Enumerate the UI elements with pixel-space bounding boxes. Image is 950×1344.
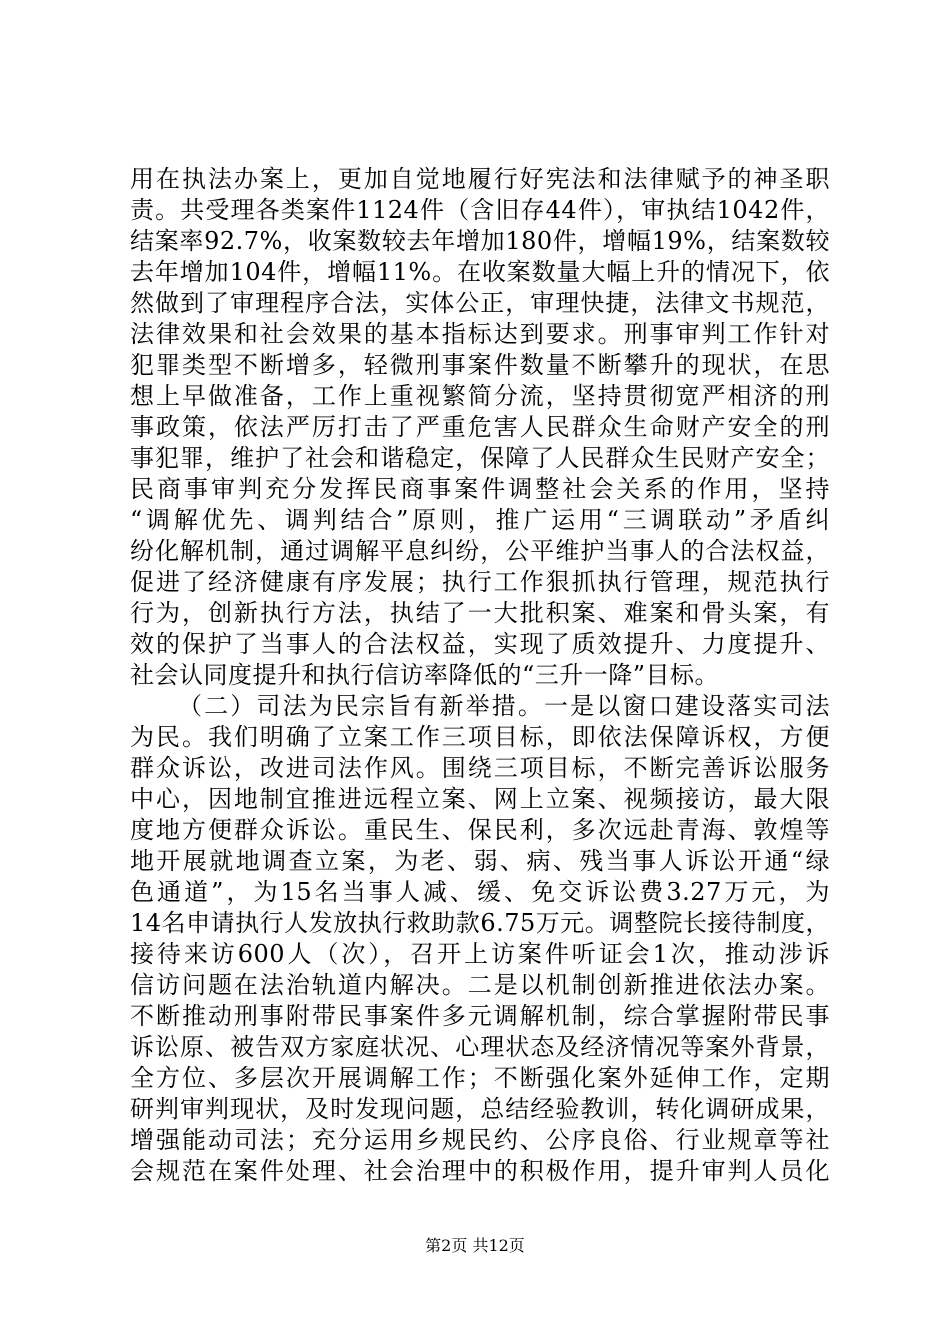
- text-line: 中心，因地制宜推进远程立案、网上立案、视频接访，最大限: [130, 785, 830, 813]
- text-line: 效的保护了当事人的合法权益，实现了质效提升、力度提升、: [130, 630, 830, 658]
- text-line: 想上早做准备，工作上重视繁简分流，坚持贯彻宽严相济的刑: [130, 382, 830, 410]
- text-line: 行为，创新执行方法，执结了一大批积案、难案和骨头案，有: [130, 599, 830, 627]
- text-line: （二）司法为民宗旨有新举措。一是以窗口建设落实司法: [178, 692, 830, 720]
- text-line: 会规范在案件处理、社会治理中的积极作用，提升审判人员化: [130, 1157, 830, 1185]
- text-line: 事政策，依法严厉打击了严重危害人民群众生命财产安全的刑: [130, 413, 830, 441]
- text-line: 接待来访600人（次），召开上访案件听证会1次，推动涉诉: [130, 940, 830, 968]
- text-line: 结案率92.7%，收案数较去年增加180件，增幅19%，结案数较: [130, 227, 830, 255]
- text-line: 群众诉讼，改进司法作风。围绕三项目标，不断完善诉讼服务: [130, 754, 830, 782]
- text-line: 民商事审判充分发挥民商事案件调整社会关系的作用，坚持: [130, 475, 830, 503]
- text-line: 事犯罪，维护了社会和谐稳定，保障了人民群众生民财产安全；: [130, 444, 830, 472]
- text-line: 然做到了审理程序合法，实体公正，审理快捷，法律文书规范，: [130, 289, 830, 317]
- text-line: 犯罪类型不断增多，轻微刑事案件数量不断攀升的现状，在思: [130, 351, 830, 379]
- text-line: 责。共受理各类案件1124件（含旧存44件），审执结1042件，: [130, 196, 830, 224]
- text-line: 法律效果和社会效果的基本指标达到要求。刑事审判工作针对: [130, 320, 830, 348]
- text-line: 色通道”，为15名当事人减、缓、免交诉讼费3.27万元，为: [130, 878, 830, 906]
- text-line: 去年增加104件，增幅11%。在收案数量大幅上升的情况下，依: [130, 258, 830, 286]
- text-line: 为民。我们明确了立案工作三项目标，即依法保障诉权，方便: [130, 723, 830, 751]
- text-line: 信访问题在法治轨道内解决。二是以机制创新推进依法办案。: [130, 971, 830, 999]
- text-line: “调解优先、调判结合”原则，推广运用“三调联动”矛盾纠: [130, 506, 830, 534]
- text-line: 促进了经济健康有序发展；执行工作狠抓执行管理，规范执行: [130, 568, 830, 596]
- text-line: 纷化解机制，通过调解平息纠纷，公平维护当事人的合法权益，: [130, 537, 830, 565]
- text-line: 全方位、多层次开展调解工作；不断强化案外延伸工作，定期: [130, 1064, 830, 1092]
- text-line: 14名申请执行人发放执行救助款6.75万元。调整院长接待制度，: [130, 909, 830, 937]
- text-line: 诉讼原、被告双方家庭状况、心理状态及经济情况等案外背景，: [130, 1033, 830, 1061]
- page-footer: 第2页 共12页: [425, 1236, 525, 1255]
- text-line: 用在执法办案上，更加自觉地履行好宪法和法律赋予的神圣职: [130, 165, 830, 193]
- text-line: 度地方便群众诉讼。重民生、保民利，多次远赴青海、敦煌等: [130, 816, 830, 844]
- text-line: 社会认同度提升和执行信访率降低的“三升一降”目标。: [130, 661, 720, 689]
- text-line: 研判审判现状，及时发现问题，总结经验教训，转化调研成果，: [130, 1095, 830, 1123]
- text-line: 不断推动刑事附带民事案件多元调解机制，综合掌握附带民事: [130, 1002, 830, 1030]
- body-text: [130, 164, 830, 1187]
- text-line: 增强能动司法；充分运用乡规民约、公序良俗、行业规章等社: [130, 1126, 830, 1154]
- text-line: 地开展就地调查立案，为老、弱、病、残当事人诉讼开通“绿: [130, 847, 830, 875]
